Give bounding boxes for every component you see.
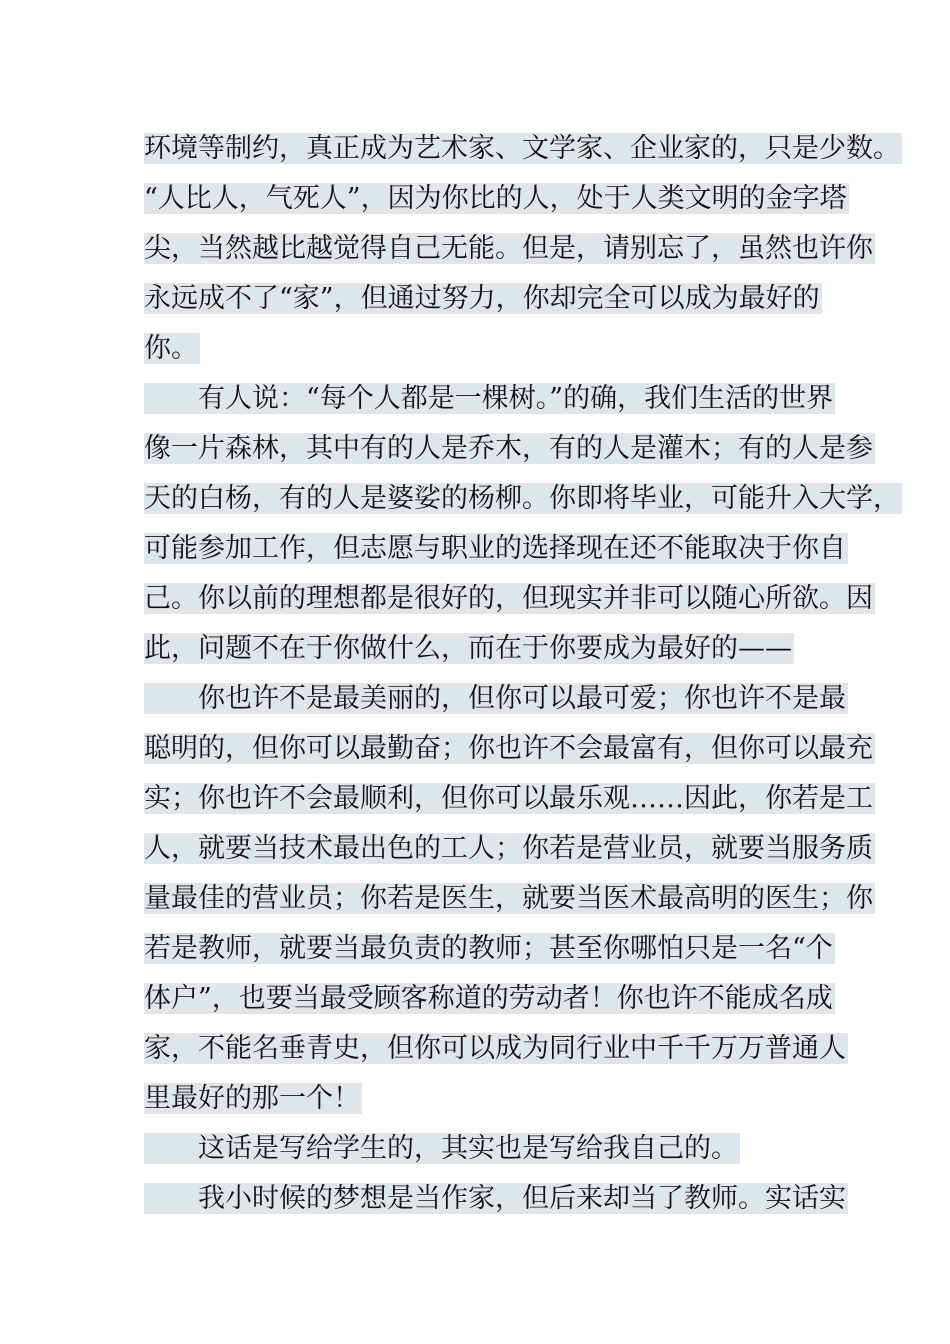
text-body (144, 124, 900, 1224)
highlighted-text: 你也许不是最美丽的，但你可以最可爱；你也许不是最 (144, 683, 846, 714)
text-line (144, 424, 873, 474)
text-line (144, 874, 873, 924)
text-line (144, 824, 873, 874)
highlighted-text: 此，问题不在于你做什么，而在于你要成为最好的—— (144, 633, 792, 664)
highlighted-text: 实；你也许不会最顺利，但你可以最乐观……因此，你若是工 (144, 783, 873, 814)
text-line (144, 1174, 846, 1224)
text-line (144, 774, 873, 824)
highlighted-text: 环境等制约，真正成为艺术家、文学家、企业家的，只是少数。 (144, 133, 900, 164)
highlighted-text: 体户”，也要当最受顾客称道的劳动者！你也许不能成名成 (144, 983, 833, 1014)
highlighted-text: 己。你以前的理想都是很好的，但现实并非可以随心所欲。因 (144, 583, 873, 614)
highlighted-text: 若是教师，就要当最负责的教师；甚至你哪怕只是一名“个 (144, 933, 833, 964)
text-line (144, 924, 834, 974)
text-line (144, 224, 873, 274)
text-line (144, 474, 900, 524)
highlighted-text: 尖，当然越比越觉得自己无能。但是，请别忘了，虽然也许你 (144, 233, 873, 264)
highlighted-text: 聪明的，但你可以最勤奋；你也许不会最富有，但你可以最充 (144, 733, 873, 764)
text-line (144, 374, 834, 424)
highlighted-text: “人比人，气死人”，因为你比的人，处于人类文明的金字塔 (144, 183, 847, 214)
text-line (144, 724, 873, 774)
text-line (144, 1074, 834, 1124)
highlighted-text: 像一片森林，其中有的人是乔木，有的人是灌木；有的人是参 (144, 433, 873, 464)
text-line (144, 1024, 846, 1074)
text-line (144, 974, 834, 1024)
highlighted-text: 我小时候的梦想是当作家，但后来却当了教师。实话实 (144, 1183, 846, 1214)
highlighted-text: 你。 (144, 333, 198, 364)
text-line (144, 324, 834, 374)
highlighted-text: 有人说：“每个人都是一棵树。”的确，我们生活的世界 (144, 383, 834, 414)
text-line (144, 174, 847, 224)
text-line (144, 124, 900, 174)
highlighted-text: 可能参加工作，但志愿与职业的选择现在还不能取决于你自 (144, 533, 846, 564)
text-line (144, 524, 846, 574)
highlighted-text: 永远成不了“家”，但通过努力，你却完全可以成为最好的 (144, 283, 820, 314)
highlighted-text: 这话是写给学生的，其实也是写给我自己的。 (144, 1133, 738, 1164)
text-line (144, 574, 873, 624)
highlighted-text: 家，不能名垂青史，但你可以成为同行业中千千万万普通人 (144, 1033, 846, 1064)
text-line (144, 674, 846, 724)
text-line (144, 624, 834, 674)
highlighted-text: 天的白杨，有的人是婆娑的杨柳。你即将毕业，可能升入大学， (144, 483, 900, 514)
highlighted-text: 里最好的那一个！ (144, 1083, 360, 1114)
highlighted-text: 量最佳的营业员；你若是医生，就要当医术最高明的医生；你 (144, 883, 873, 914)
text-line (144, 1124, 834, 1174)
highlighted-text: 人，就要当技术最出色的工人；你若是营业员，就要当服务质 (144, 833, 873, 864)
text-line (144, 274, 834, 324)
